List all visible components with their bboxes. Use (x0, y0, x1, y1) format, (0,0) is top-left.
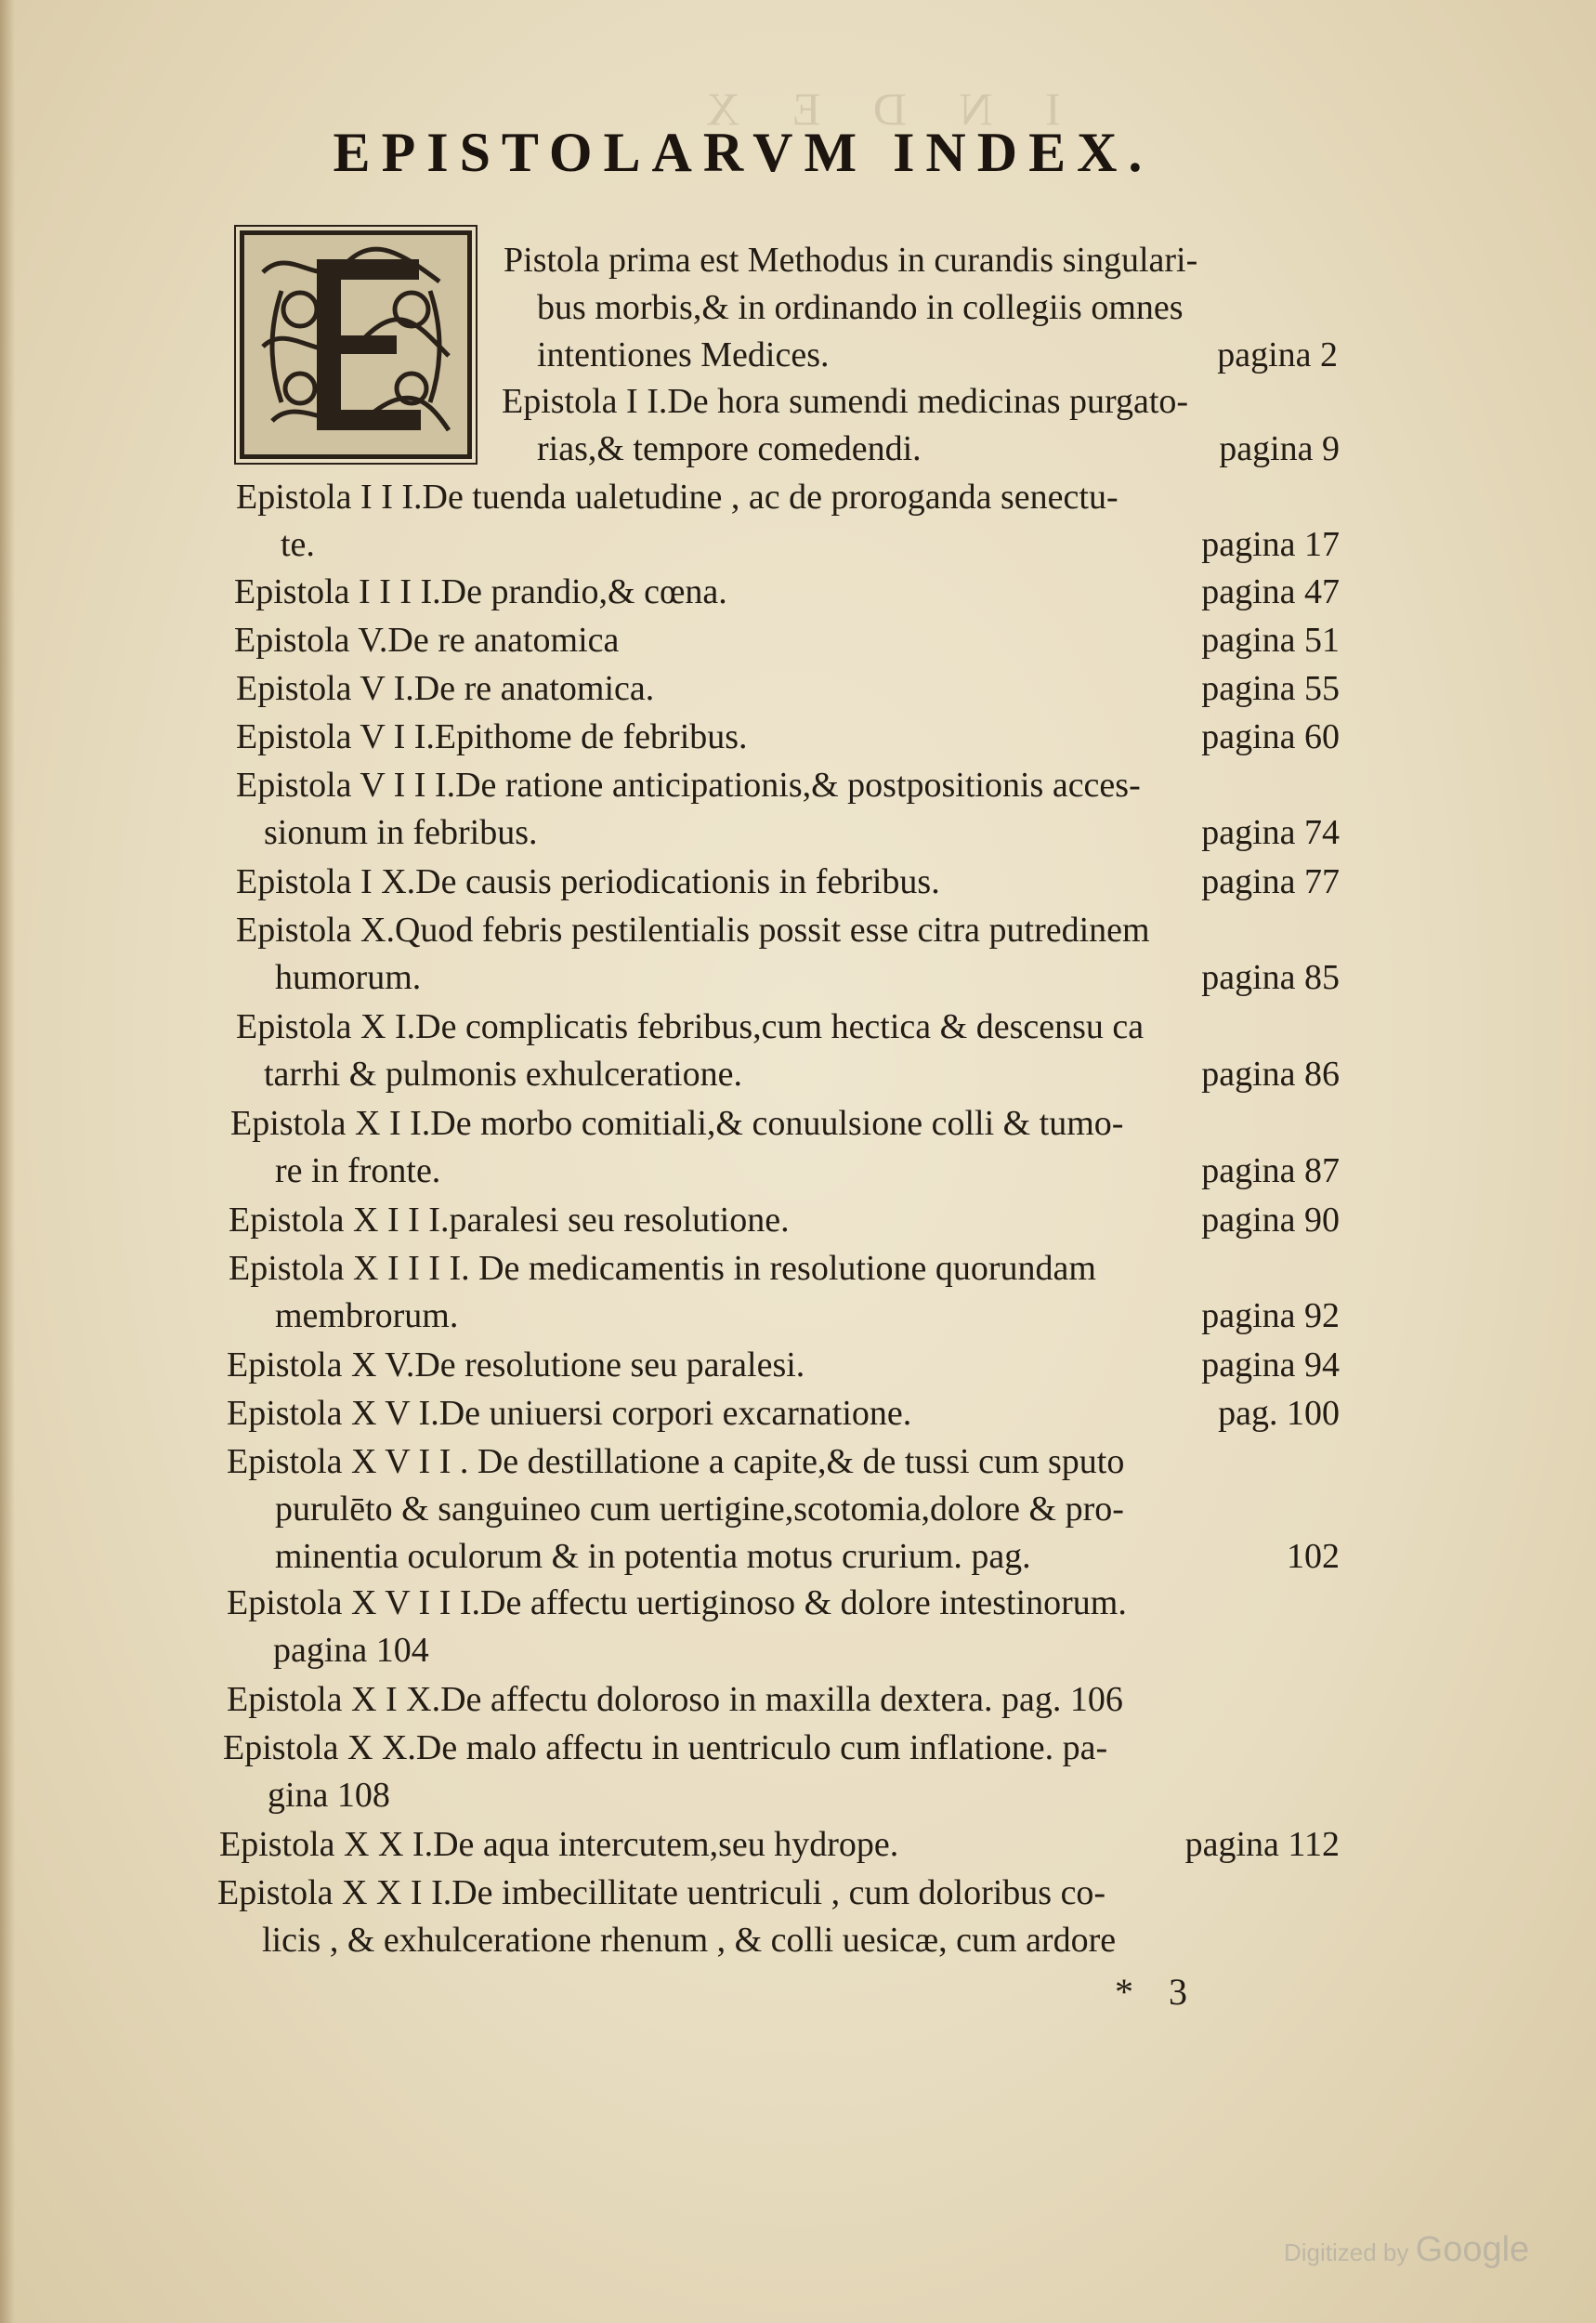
entry-line: Epistola X X I I.De imbecillitate uentriculi , cum doloribus co- (217, 1873, 1106, 1912)
entry-page: pagina 55 (1201, 669, 1340, 708)
entry-line: purulēto & sanguineo cum uertigine,scotomia,dolore & pro- (275, 1490, 1124, 1529)
entry-line: Epistola I I I I.De prandio,& cœna. (234, 572, 727, 611)
entry-line: tarrhi & pulmonis exhulceratione. (264, 1055, 742, 1094)
entry-page: pagina 47 (1201, 572, 1340, 611)
entry-line: Epistola X V I I I.De affectu uertiginoso & dolore intestinorum. (227, 1583, 1127, 1622)
binding-shadow (0, 0, 15, 2323)
entry-line: Epistola X X.De malo affectu in uentriculo cum inflatione. pa- (223, 1728, 1108, 1767)
entry-page: pagina 17 (1201, 525, 1340, 564)
entry-line: Epistola X X I.De aqua intercutem,seu hydrope. (219, 1825, 899, 1864)
entry-page: pagina 90 (1201, 1201, 1340, 1240)
entry-line: Epistola I I.De hora sumendi medicinas purgato- (502, 382, 1189, 421)
entry-line: Epistola X I I.De morbo comitiali,& conuulsione colli & tumo- (230, 1104, 1124, 1143)
entry-line: licis , & exhulceratione rhenum , & colli uesicæ, cum ardore (262, 1921, 1117, 1960)
entry-page: pagina 51 (1201, 621, 1340, 660)
entry-line: pagina 104 (273, 1631, 429, 1670)
watermark-brand: Google (1415, 2230, 1530, 2269)
entry-page: pagina 112 (1184, 1825, 1340, 1864)
digitized-watermark (1284, 2230, 1529, 2270)
entry-line: gina 108 (268, 1776, 390, 1815)
entry-page: pagina 85 (1201, 958, 1340, 997)
entry-line: Epistola X V I I . De destillatione a capite,& de tussi cum sputo (227, 1442, 1125, 1481)
decorated-initial-e (240, 230, 472, 459)
entry-line: membrorum. (275, 1296, 459, 1335)
entry-page: 102 (1287, 1537, 1340, 1576)
entry-line: Epistola X V I.De uniuersi corpori excarnatione. (227, 1394, 912, 1433)
entry-line: te. (281, 525, 315, 564)
entry-page: pagina 94 (1201, 1345, 1340, 1385)
entry-page: pagina 86 (1201, 1055, 1340, 1094)
page-header: EPISTOLARVM INDEX. (333, 122, 1154, 183)
ornament-initial-icon (244, 235, 467, 454)
entry-line: sionum in febribus. (264, 813, 538, 852)
entry-page: pagina 2 (1217, 335, 1338, 374)
entry-line: bus morbis,& in ordinando in collegiis omnes (537, 288, 1184, 327)
entry-line: Epistola V I I I.De ratione anticipationis,& postpositionis acces- (236, 766, 1141, 805)
entry-page: pagina 74 (1201, 813, 1340, 852)
entry-page: pagina 9 (1219, 429, 1340, 468)
entry-line: Epistola X V.De resolutione seu paralesi. (227, 1345, 805, 1385)
entry-line: Epistola V I.De re anatomica. (236, 669, 655, 708)
entry-page: pagina 92 (1201, 1296, 1340, 1335)
entry-page: pagina 60 (1201, 717, 1340, 756)
entry-page: pag. 100 (1218, 1394, 1340, 1433)
entry-line: Epistola V I I.Epithome de febribus. (236, 717, 748, 756)
entry-line: Epistola I I I.De tuenda ualetudine , ac de proroganda senectu- (236, 478, 1119, 517)
entry-line: Epistola X I.De complicatis febribus,cum hectica & descensu ca (236, 1007, 1145, 1046)
entry-line: Epistola V.De re anatomica (234, 621, 620, 660)
entry-line: re in fronte. (275, 1151, 441, 1190)
entry-line: Epistola X I I I.paralesi seu resolutione. (229, 1201, 790, 1240)
entry-line: rias,& tempore comedendi. (537, 429, 922, 468)
entry-line: Epistola X I X.De affectu doloroso in maxilla dextera. pag. 106 (227, 1680, 1123, 1719)
entry-line: intentiones Medices. (537, 335, 830, 374)
watermark-prefix: Digitized by (1284, 2238, 1409, 2266)
entry-line: Epistola X I I I I. De medicamentis in resolutione quorundam (229, 1249, 1096, 1288)
entry-line: minentia oculorum & in potentia motus crurium. pag. (275, 1537, 1031, 1576)
entry-line: Epistola X.Quod febris pestilentialis possit esse citra putredinem (236, 911, 1150, 950)
catchword: * 3 (1115, 1971, 1200, 2013)
entry-page: pagina 87 (1201, 1151, 1340, 1190)
entry-line: Pistola prima est Methodus in curandis singulari- (504, 241, 1198, 280)
bleed-through-text: I N D E X (686, 83, 1061, 135)
entry-line: humorum. (275, 958, 422, 997)
entry-line: Epistola I X.De causis periodicationis in febribus. (236, 862, 940, 901)
entry-page: pagina 77 (1201, 862, 1340, 901)
